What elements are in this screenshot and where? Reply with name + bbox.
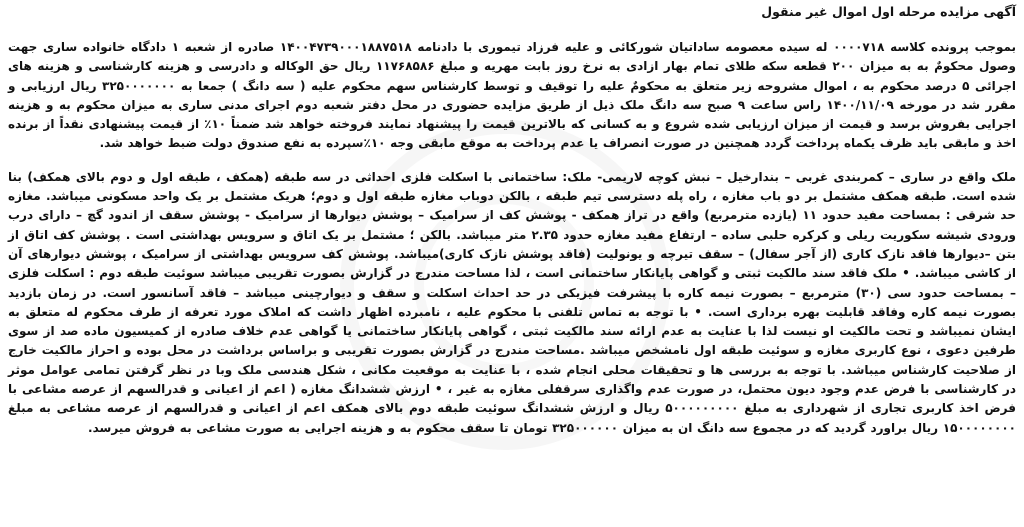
notice-paragraph-property-description: ملک واقع در ساری – کمربندی غربی – بندارخیل – نبش کوچه لاریمی- ملک: ساختمانی با اسکلت فلزی احداثی در سه طبقه (همکف ، طبقه اول و دوم بالای همکف) بنا شده است. طبقه همکف مشتمل بر دو باب مغازه ، راه پله دسترسی تیم طبقه ، بالکن دوباب مغازه طبقه اول و دوم؛ هریک مشتمل بر یک واحد مسکونی میباشد. مغازه حد شرقی : بمساحت مفید حدود ۱۱ (یازده مترمربع) واقع در تراز همکف - پوشش کف از سرامیک – پوشش دیوارها از سرامیک - پوشش سقف از اندود گچ – دارای درب ورودی شیشه سکوریت ریلی و کرکره حلبی ساده – ارتفاع مفید مغازه حدود ۲.۳۵ متر میباشد. بالکن ؛ مشتمل بر یک اتاق و سرویس بهداشتی است . پوشش کف اتاق از بتن –دیوارها فاقد نازک کاری (از آجر سفال) – سقف تیرچه و یونولیت (فاقد پوشش نازک کاری)میباشد. پوشش کف سرویس بهداشتی از سرامیک ، پوشش دیوارهای آن از کاشی میباشد. • ملک فاقد سند مالکیت ثبتی و گواهی پایانکار ساختمانی است ، لذا مساحت مندرج در گزارش بصورت تقریبی میباشد سوئیت طبقه دوم : اسکلت فلزی – بمساحت حدود سی (۳۰) مترمربع – بصورت نیمه کاره با پیشرفت فیزیکی در حد احداث اسکلت و سقف و دیوارچینی میباشد – فاقد آسانسور است. در زمان بازدید بصورت نیمه کاره وفاقد قابلیت بهره برداری است. • با توجه به تماس تلفنی با محکوم علیه ، نامبرده اظهار داشت که املاک مورد تعرفه از طرف محکوم له متعلق به ایشان نمیباشد و تحت مالکیت او نیست لذا با عنایت به عدم ارائه سند مالکیت ثبتی ، گواهی پایانکار ساختمانی یا گواهی عدم خلاف صادره از کمیسیون ماده صد از سوی طرفین دعوی ، نوع کاربری مغازه و سوئیت طبقه اول نامشخص میباشد .مساحت مندرج در گزارش بصورت تقریبی و براساس برداشت در محل بوده و احراز مالکیت خارج از صلاحیت کارشناس میباشد. با توجه به بررسی ها و تحقیقات محلی انجام شده ، با عنایت به موقعیت مکانی ، شکل هندسی ملک وبا در نظر گرفتن تمامی عوامل موثر در کارشناسی با فرض عدم وجود دیون محتمل، در صورت عدم واگذاری سرقفلی مغازه به غیر ، • ارزش ششدانگ مغازه ( اعم از اعیانی و قدرالسهم از عرصه مشاعی با فرض اخذ کاربری تجاری از شهرداری به مبلغ ۵۰۰۰۰۰۰۰۰۰ ریال و ارزش ششدانگ سوئیت طبقه دوم بالای همکف اعم از اعیانی و قدرالسهم از عرصه مشاعی به مبلغ ۱۵۰۰۰۰۰۰۰۰ ریال براورد گردید که در مجموع سه دانگ ان به میزان ۳۲۵۰۰۰۰۰۰ تومان تا سقف محکوم به و هزینه اجرایی به صورت مشاعی به فروش میرسد.: [8, 169, 1017, 435]
notice-paragraph-judgment: بموجب پرونده کلاسه ۰۰۰۰۷۱۸ له سیده معصومه ساداتیان شورکائی و علیه فرزاد تیموری با دادنامه ۱۴۰۰۴۷۳۹۰۰۰۱۸۸۷۵۱۸ صادره از شعبه ۱ دادگاه خانواده ساری جهت وصول محکومٌ به به میزان ۲۰۰ قطعه سکه طلای تمام بهار ازادی به نرخ روز بابت مهریه و مبلغ ۱۱۷۶۸۵۸۶ ریال حق الوکاله و دادرسی و هزینه کارشناسی و هزینه های اجرائی ۵ درصد محکوم به ، اموال مشروحه زیر متعلق به محکومٌ علیه را توقیف و توسط کارشناس سهم محکوم علیه ( سه دانگ ) جمعا به ۳۲۵۰۰۰۰۰۰۰ ریال ارزیابی و مقرر شد در مورخه ۱۴۰۰/۱۱/۰۹ راس ساعت ۹ صبح سه دانگ ملک ذیل از طریق مزایده حضوری در محل دفتر شعبه دوم اجرای مدنی ساری به میزان محکوم به و هزینه اجرایی بفروش برسد و قیمت از میزان ارزیابی شده شروع و به کسانی که بالاترین قیمت را پیشنهاد نمایند فروخته خواهد شد ضمناً ۱۰٪ از قیمت پیشنهادی نقداً از برنده اخذ و مابقی باید ظرف یکماه پرداخت گردد همچنین در صورت انصراف یا عدم پرداخت به موقع مابقی وجه ۱۰٪سپرده به نفع صندوق دولت ضبط خواهد شد.: [8, 40, 1017, 151]
notice-title: آگهی مزایده مرحله اول اموال غیر منقول: [761, 4, 1016, 19]
